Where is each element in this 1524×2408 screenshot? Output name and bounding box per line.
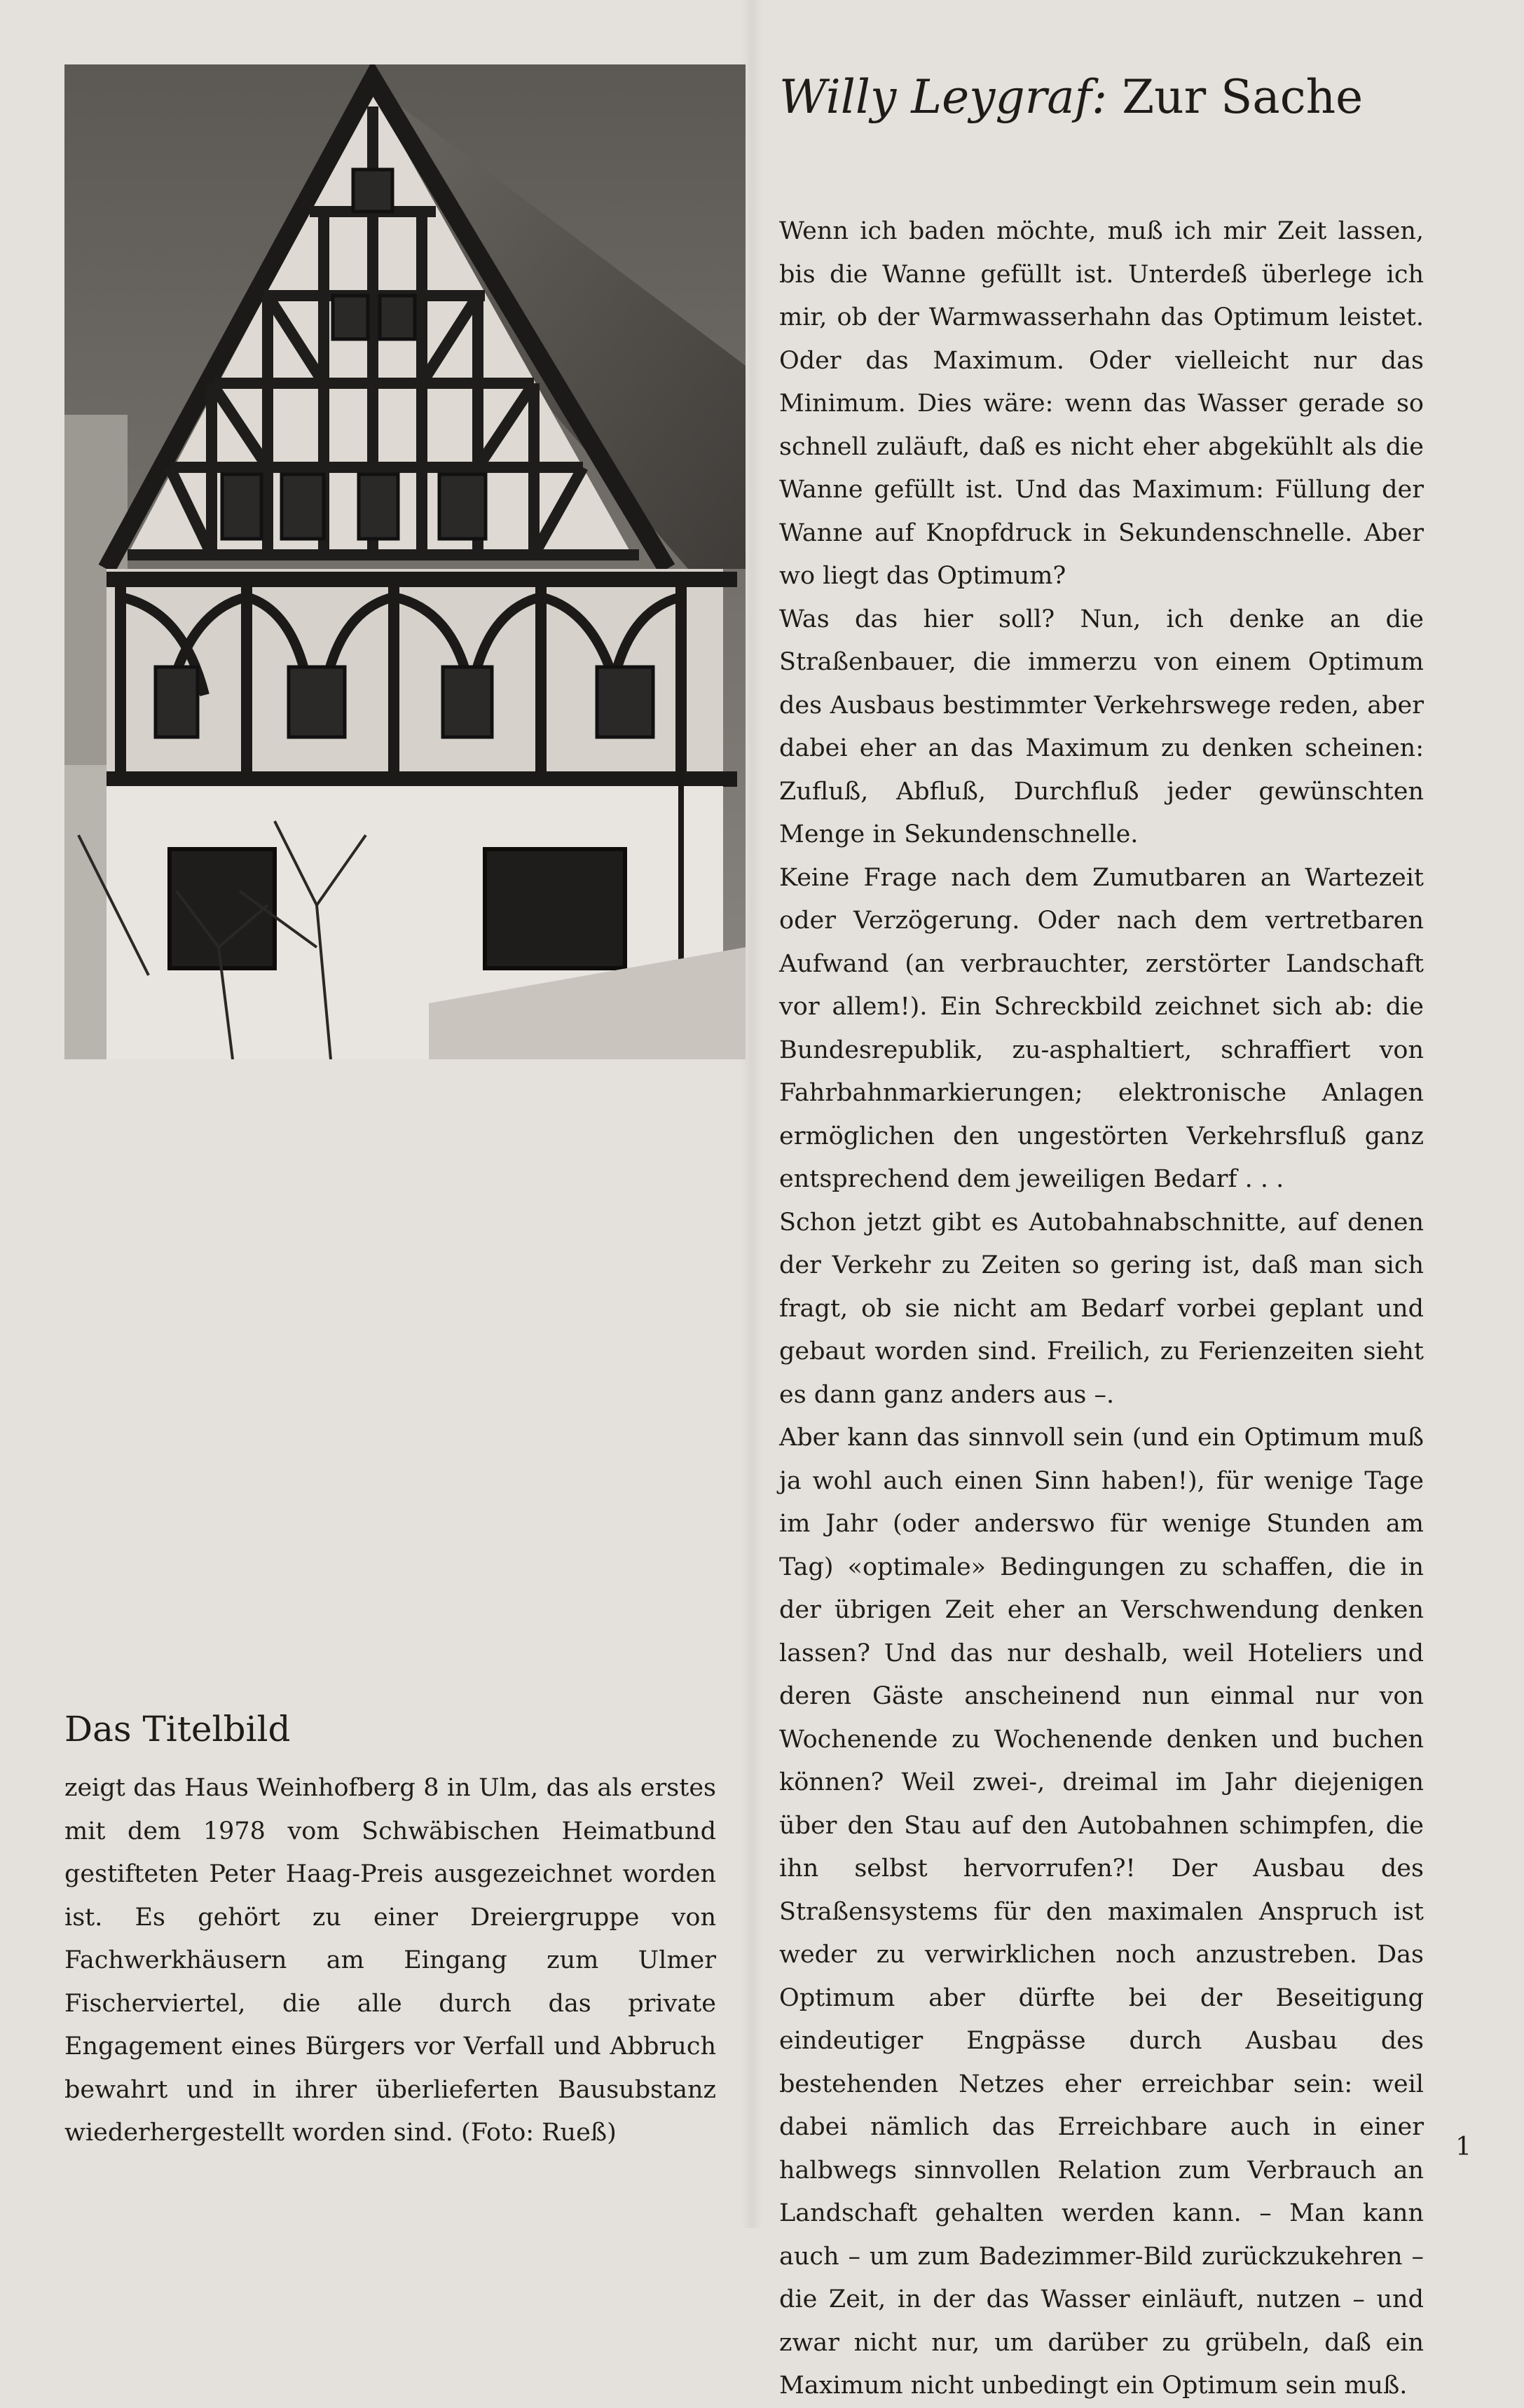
- article-paragraph: Schon jetzt gibt es Autobahnabschnitte, auf denen der Verkehr zu Zeiten so gering ist, daß man sich fragt, ob sie nicht am Bedarf vorbei geplant und gebaut worden sind. Freilich, zu Ferienzeiten sieht es dann ganz anders aus –.: [779, 1208, 1424, 1409]
- article-paragraph: Aber kann das sinnvoll sein (und ein Optimum muß ja wohl auch einen Sinn haben!), für wenige Tage im Jahr (oder anderswo für wenige Stunden am Tag) «optimale» Bedingungen zu schaffen, die in der übrigen Zeit eher an Verschwendung denken lassen? Und das nur deshalb, weil Hoteliers und deren Gäste anscheinend nun einmal nur von Wochenende zu Wochenende denken und buchen können? Weil zwei-, dreimal im Jahr diejenigen über den Stau auf den Autobahnen schimpfen, die ihn selbst hervorrufen?! Der Ausbau des Straßensystems für den maximalen Anspruch ist weder zu verwirklichen noch anzustreben. Das Optimum aber dürfte bei der Beseitigung eindeutiger Engpässe durch Ausbau des bestehenden Netzes eher erreichbar sein: weil dabei nämlich das Erreichbare auch in einer halbwegs sinnvollen Relation zum Verbrauch an Landschaft gehalten werden kann. – Man kann auch – um zum Badezimmer-Bild zurückzukehren – die Zeit, in der das Wasser einläuft, nutzen – und zwar nicht nur, um darüber zu grübeln, daß ein Maximum nicht unbedingt ein Optimum sein muß.: [779, 1424, 1424, 2400]
- article-title: [779, 59, 1410, 136]
- article-title-text: Zur Sache: [1122, 70, 1364, 124]
- article-body: [779, 210, 1424, 2408]
- article-paragraph: Was das hier soll? Nun, ich denke an die Straßenbauer, die immerzu von einem Optimum des Ausbaus bestimmter Verkehrswege reden, aber dabei eher an das Maximum zu denken scheinen: Zufluß, Abfluß, Durchfluß jeder gewünschten Menge in Sekundenschnelle.: [779, 605, 1424, 848]
- caption-heading: Das Titelbild: [64, 1709, 291, 1749]
- caption-text: zeigt das Haus Weinhofberg 8 in Ulm, das als erstes mit dem 1978 vom Schwäbischen Heimatbund gestifteten Peter Haag-Preis ausgezeichnet worden ist. Es gehört zu einer Dreiergruppe von Fachwerkhäusern am Eingang zum Ulmer Fischerviertel, die alle durch das private Engagement eines Bürgers vor Verfall und Abbruch bewahrt und in ihrer überlieferten Bausubstanz wiederhergestellt worden sind. (Foto: Rueß): [64, 1774, 716, 2147]
- article-paragraph: Wenn ich baden möchte, muß ich mir Zeit lassen, bis die Wanne gefüllt ist. Unterdeß überlege ich mir, ob der Warmwasserhahn das Optimum leistet. Oder das Maximum. Oder vielleicht nur das Minimum. Dies wäre: wenn das Wasser gerade so schnell zuläuft, daß es nicht eher abgekühlt als die Wanne gefüllt ist. Und das Maximum: Füllung der Wanne auf Knopfdruck in Sekundenschnelle. Aber wo liegt das Optimum?: [779, 217, 1424, 590]
- article-author: Willy Leygraf:: [779, 70, 1108, 124]
- cover-photo-half-timbered-house: [64, 64, 746, 1059]
- house-illustration: [64, 64, 746, 1059]
- page-number: 1: [1455, 2133, 1471, 2161]
- article-paragraph: Keine Frage nach dem Zumutbaren an Wartezeit oder Verzögerung. Oder nach dem vertretbaren Aufwand (an verbrauchter, zerstörter Landschaft vor allem!). Ein Schreckbild zeichnet sich ab: die Bundesrepublik, zu-asphaltiert, schraffiert von Fahrbahnmarkierungen; elektronische Anlagen ermöglichen den ungestörten Verkehrsfluß ganz entsprechend dem jeweiligen Bedarf . . .: [779, 863, 1424, 1193]
